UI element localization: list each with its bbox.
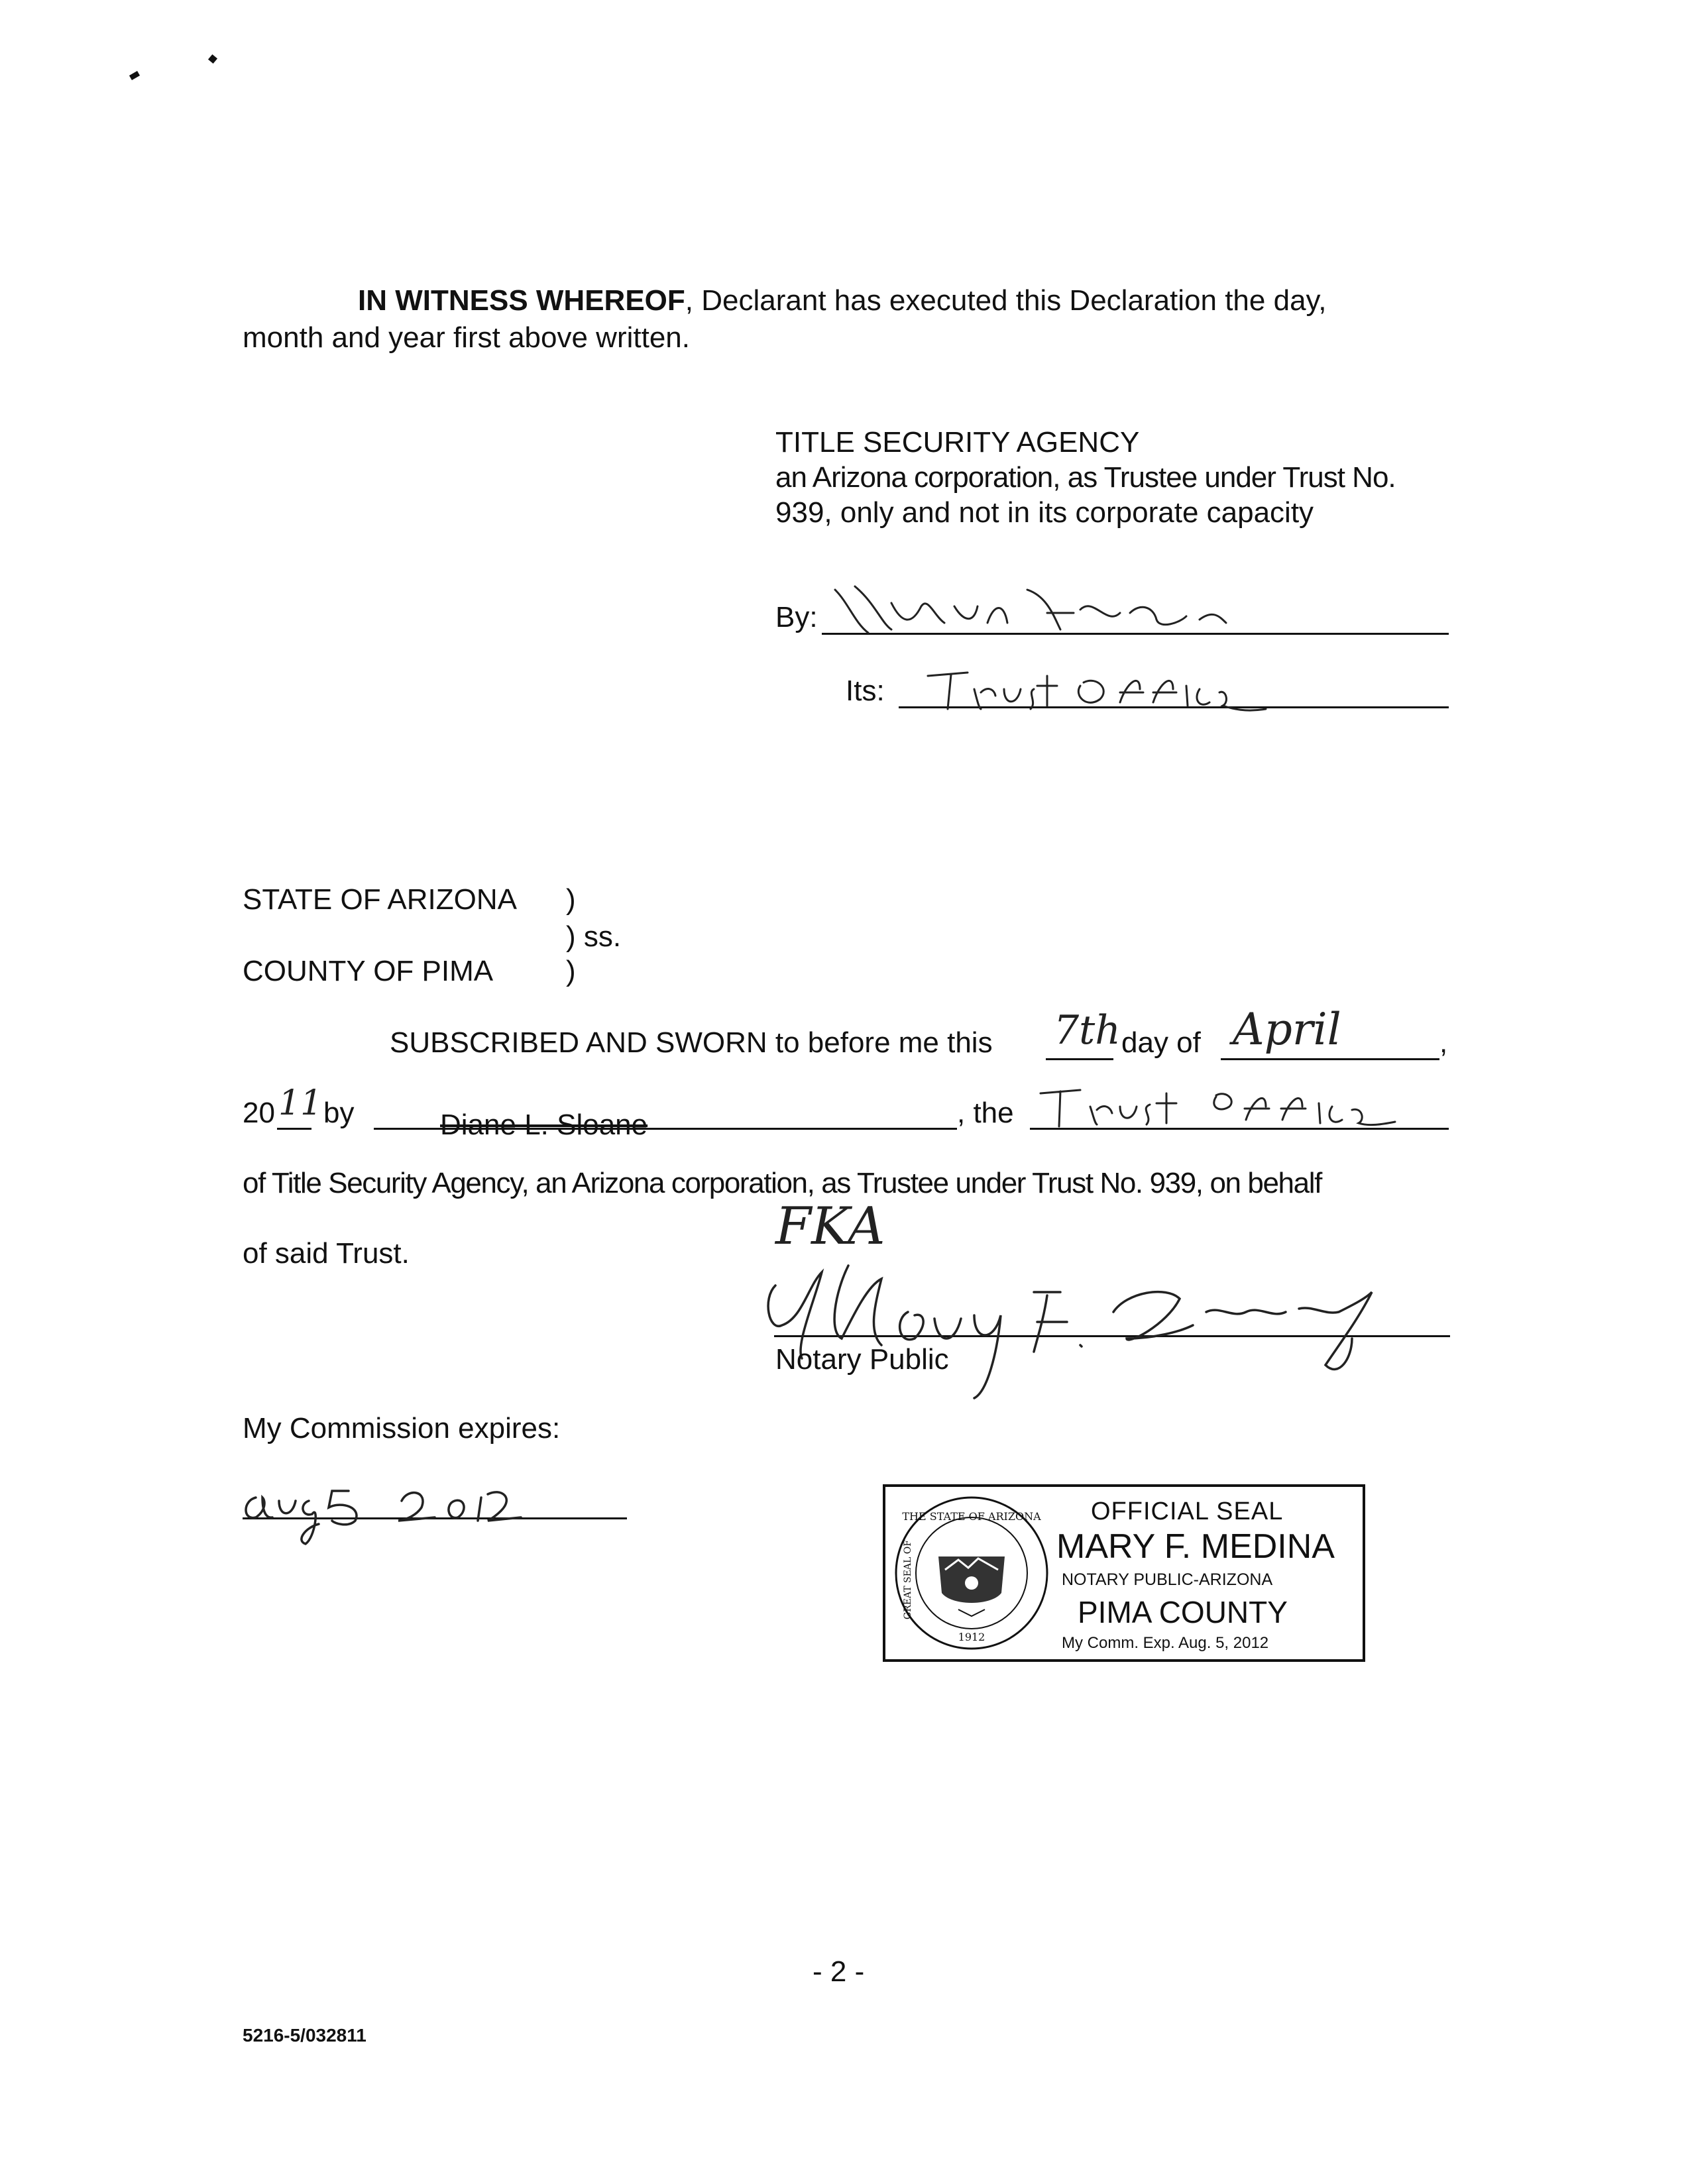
jurat-line-3: of Title Security Agency, an Arizona corporation, as Trustee under Trust No. 939, on behalf bbox=[243, 1167, 1321, 1199]
scan-mark-1 bbox=[129, 71, 140, 80]
venue-paren-3: ) bbox=[566, 955, 576, 987]
venue-paren-1: ) bbox=[566, 883, 576, 916]
scan-mark-2 bbox=[208, 54, 217, 64]
jurat-year-value: 11 bbox=[278, 1083, 323, 1123]
venue-ss: ) ss. bbox=[566, 920, 622, 953]
trustee-line-2: an Arizona corporation, as Trustee under Trust No. bbox=[775, 461, 1396, 494]
page-number: - 2 - bbox=[813, 1955, 865, 1988]
notary-label: Notary Public bbox=[775, 1343, 949, 1376]
witness-line-2: month and year first above written. bbox=[243, 321, 690, 354]
jurat-day-line bbox=[1046, 1058, 1113, 1060]
jurat-month-line bbox=[1221, 1058, 1439, 1060]
seal-year: 1912 bbox=[958, 1631, 985, 1643]
seal-ring-top: THE STATE OF ARIZONA bbox=[902, 1510, 1041, 1523]
state-seal-icon bbox=[892, 1494, 1051, 1653]
seal-ring-left: GREAT SEAL OF bbox=[903, 1540, 913, 1619]
by-signature bbox=[828, 576, 1306, 643]
seal-expiry: My Comm. Exp. Aug. 5, 2012 bbox=[1062, 1634, 1269, 1652]
jurat-line-1-text: SUBSCRIBED AND SWORN to before me this bbox=[390, 1026, 993, 1059]
its-label: Its: bbox=[846, 675, 885, 707]
venue-state: STATE OF ARIZONA bbox=[243, 883, 517, 916]
doc-code: 5216-5/032811 bbox=[243, 2025, 366, 2046]
trustee-name: TITLE SECURITY AGENCY bbox=[775, 426, 1140, 459]
by-label: By: bbox=[775, 601, 818, 633]
commission-value bbox=[236, 1464, 647, 1557]
commission-label: My Commission expires: bbox=[243, 1412, 561, 1445]
jurat-day-value: 7th bbox=[1054, 1007, 1121, 1054]
trustee-line-3: 939, only and not in its corporate capacity bbox=[775, 496, 1314, 529]
jurat-comma: , bbox=[1439, 1026, 1448, 1059]
jurat-year-prefix: 20 bbox=[243, 1097, 275, 1129]
jurat-the: , the bbox=[957, 1097, 1014, 1129]
witness-line-1 bbox=[358, 282, 1327, 319]
witness-lead: IN WITNESS WHEREOF bbox=[358, 284, 685, 317]
witness-rest: , Declarant has executed this Declaration the day, bbox=[685, 284, 1327, 317]
official-seal-stamp bbox=[883, 1484, 1365, 1662]
venue-county: COUNTY OF PIMA bbox=[243, 955, 494, 987]
notary-fka: FKA bbox=[775, 1197, 885, 1256]
jurat-by: by bbox=[323, 1097, 355, 1129]
its-handwritten-title bbox=[921, 663, 1319, 722]
jurat-line-4: of said Trust. bbox=[243, 1237, 410, 1270]
jurat-day-of: day of bbox=[1121, 1026, 1201, 1059]
jurat-year-line bbox=[277, 1128, 311, 1130]
seal-role: NOTARY PUBLIC-ARIZONA bbox=[1062, 1570, 1273, 1589]
jurat-name-value: Diane L. Sloane bbox=[440, 1109, 648, 1141]
seal-county: PIMA COUNTY bbox=[1078, 1595, 1288, 1629]
jurat-title-handwritten bbox=[1034, 1077, 1405, 1136]
seal-name: MARY F. MEDINA bbox=[1056, 1527, 1335, 1566]
seal-title: OFFICIAL SEAL bbox=[1091, 1498, 1284, 1525]
jurat-month-value: April bbox=[1233, 1004, 1341, 1055]
